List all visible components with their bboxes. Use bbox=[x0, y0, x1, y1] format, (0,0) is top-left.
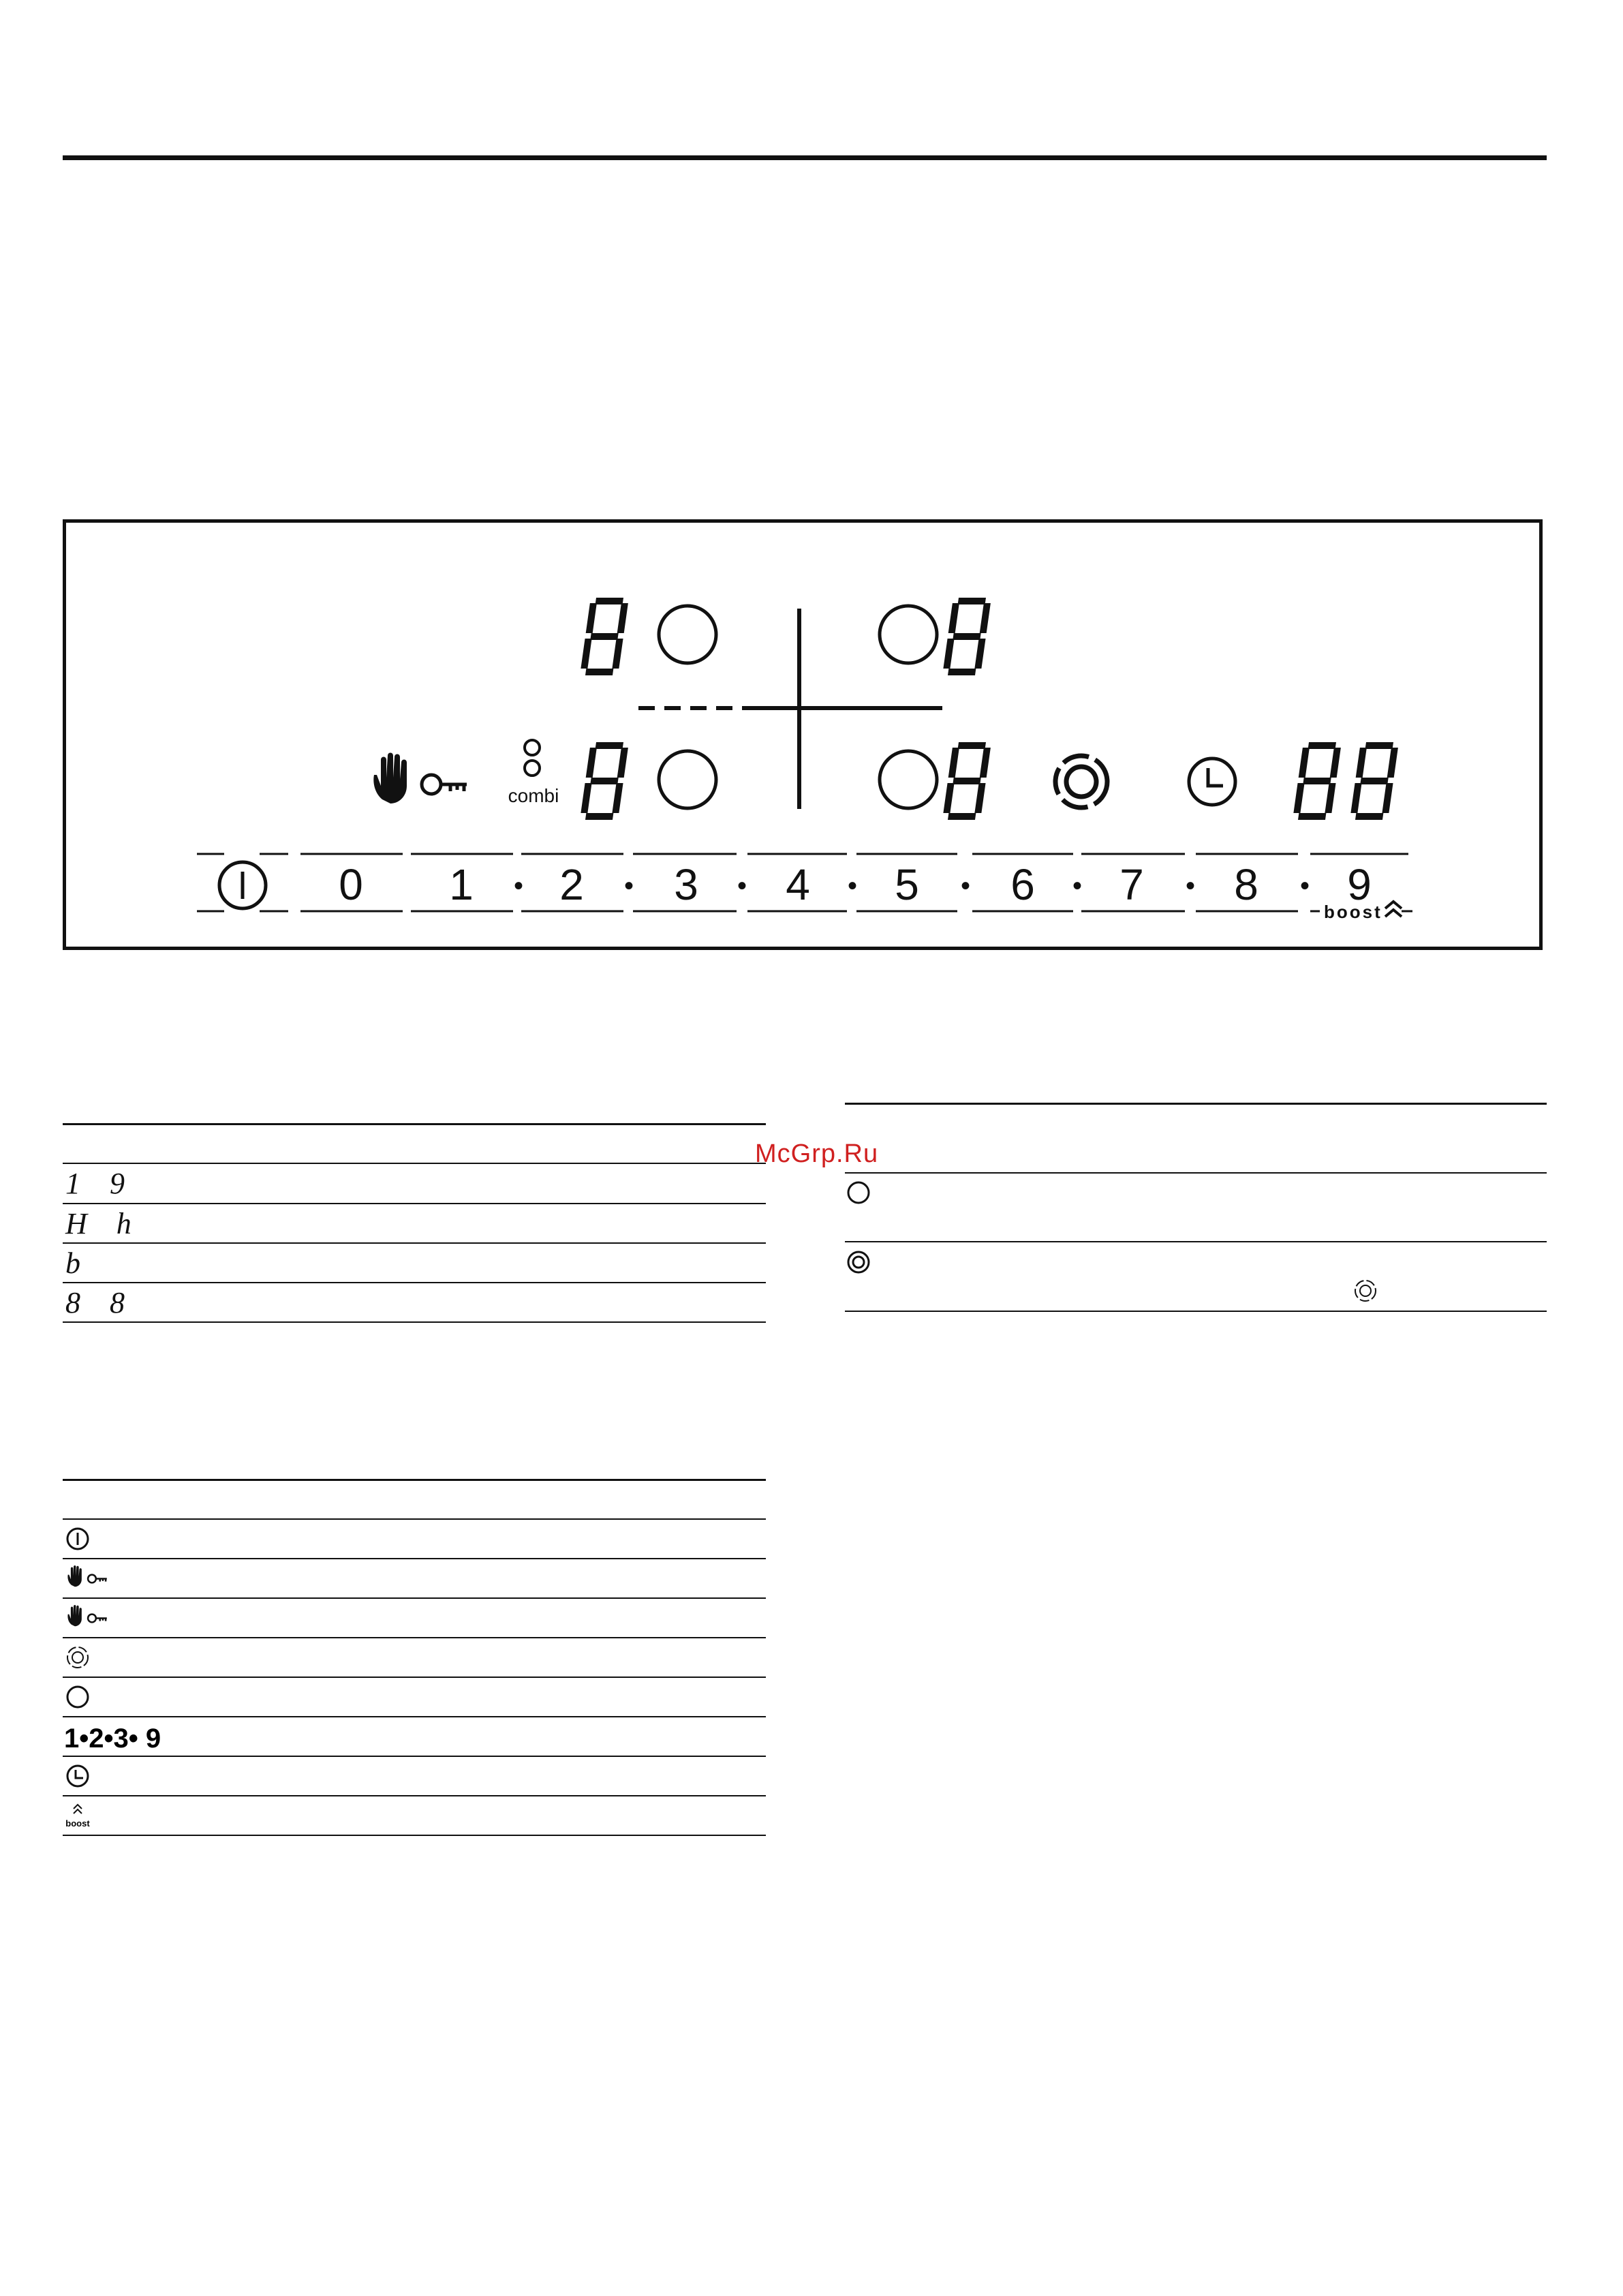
clock-icon bbox=[67, 1766, 88, 1786]
zone-display-bottom-right bbox=[942, 742, 991, 820]
table2-top-rule bbox=[63, 1479, 766, 1481]
zones-table-icons bbox=[845, 1174, 1547, 1313]
power-icon bbox=[67, 1529, 88, 1549]
zone-rear-right-circle-icon bbox=[880, 751, 937, 808]
level-6[interactable]: 6 bbox=[1010, 860, 1035, 909]
combi-label: combi bbox=[508, 785, 559, 806]
watermark: McGrp.Ru bbox=[755, 1139, 879, 1168]
top-rule bbox=[63, 155, 1547, 160]
level-1[interactable]: 1 bbox=[449, 860, 474, 909]
table-row bbox=[63, 1283, 766, 1323]
table-row bbox=[63, 1244, 766, 1283]
level-3[interactable]: 3 bbox=[674, 860, 698, 909]
svg-text:•: • bbox=[1299, 871, 1310, 901]
hand-key-icon bbox=[67, 1565, 106, 1587]
controls-table bbox=[63, 1520, 766, 1836]
table1-bottom-rule bbox=[63, 1321, 766, 1323]
table3-top-rule bbox=[845, 1103, 1547, 1105]
svg-text:•: • bbox=[737, 871, 747, 901]
hob-control-panel bbox=[63, 519, 1543, 950]
svg-text:•: • bbox=[623, 871, 634, 901]
table-row bbox=[63, 1204, 766, 1244]
zone-display-top-left bbox=[580, 598, 629, 675]
combi-indicator bbox=[525, 740, 540, 776]
timer-display-digit-1 bbox=[1293, 742, 1342, 820]
display-symbol-1-9: 1 9 bbox=[65, 1167, 136, 1200]
display-symbol-H-h: H h bbox=[65, 1207, 142, 1240]
level-9[interactable]: 9 bbox=[1347, 860, 1372, 909]
hand-key-icon bbox=[67, 1605, 106, 1626]
dual-zone-icon bbox=[848, 1252, 869, 1272]
boost-label[interactable]: boost bbox=[1324, 902, 1382, 922]
zone-front-left-circle-icon bbox=[659, 606, 716, 663]
display-symbol-88: 8 8 bbox=[65, 1286, 136, 1319]
clock-icon bbox=[1189, 759, 1235, 805]
svg-text:•: • bbox=[960, 871, 971, 901]
level-0[interactable]: 0 bbox=[339, 860, 363, 909]
hand-key-icon bbox=[373, 753, 467, 804]
zone-display-top-right bbox=[942, 598, 991, 675]
display-symbol-b: b bbox=[65, 1246, 91, 1280]
level-2[interactable]: 2 bbox=[559, 860, 584, 909]
power-icon bbox=[219, 862, 266, 908]
timer-display-digit-2 bbox=[1350, 742, 1399, 820]
level-7[interactable]: 7 bbox=[1119, 860, 1144, 909]
svg-text:•: • bbox=[847, 871, 858, 901]
svg-text:•: • bbox=[1072, 871, 1083, 901]
level-8[interactable]: 8 bbox=[1234, 860, 1258, 909]
power-levels-sequence: 1•2•3• 9 bbox=[64, 1724, 161, 1754]
dual-zone-icon bbox=[1055, 756, 1107, 808]
level-4[interactable]: 4 bbox=[786, 860, 810, 909]
level-5[interactable]: 5 bbox=[895, 860, 919, 909]
boost-chevron-icon bbox=[1385, 902, 1402, 917]
svg-text:•: • bbox=[513, 871, 524, 901]
boost-small-label: boost bbox=[65, 1818, 90, 1828]
dual-zone-icon-inline bbox=[1355, 1281, 1376, 1301]
zone-circle-icon bbox=[67, 1687, 88, 1707]
table1-top-rule bbox=[63, 1123, 766, 1125]
svg-text:•: • bbox=[1185, 871, 1196, 901]
zone-display-bottom-left bbox=[580, 742, 629, 820]
panel-drawing bbox=[66, 523, 1546, 953]
dual-zone-icon bbox=[67, 1647, 88, 1668]
boost-icon bbox=[74, 1805, 82, 1813]
table-row bbox=[63, 1164, 766, 1204]
zone-circle-icon bbox=[848, 1182, 869, 1203]
zone-rear-left-circle-icon bbox=[659, 751, 716, 808]
zone-front-right-circle-icon bbox=[880, 606, 937, 663]
